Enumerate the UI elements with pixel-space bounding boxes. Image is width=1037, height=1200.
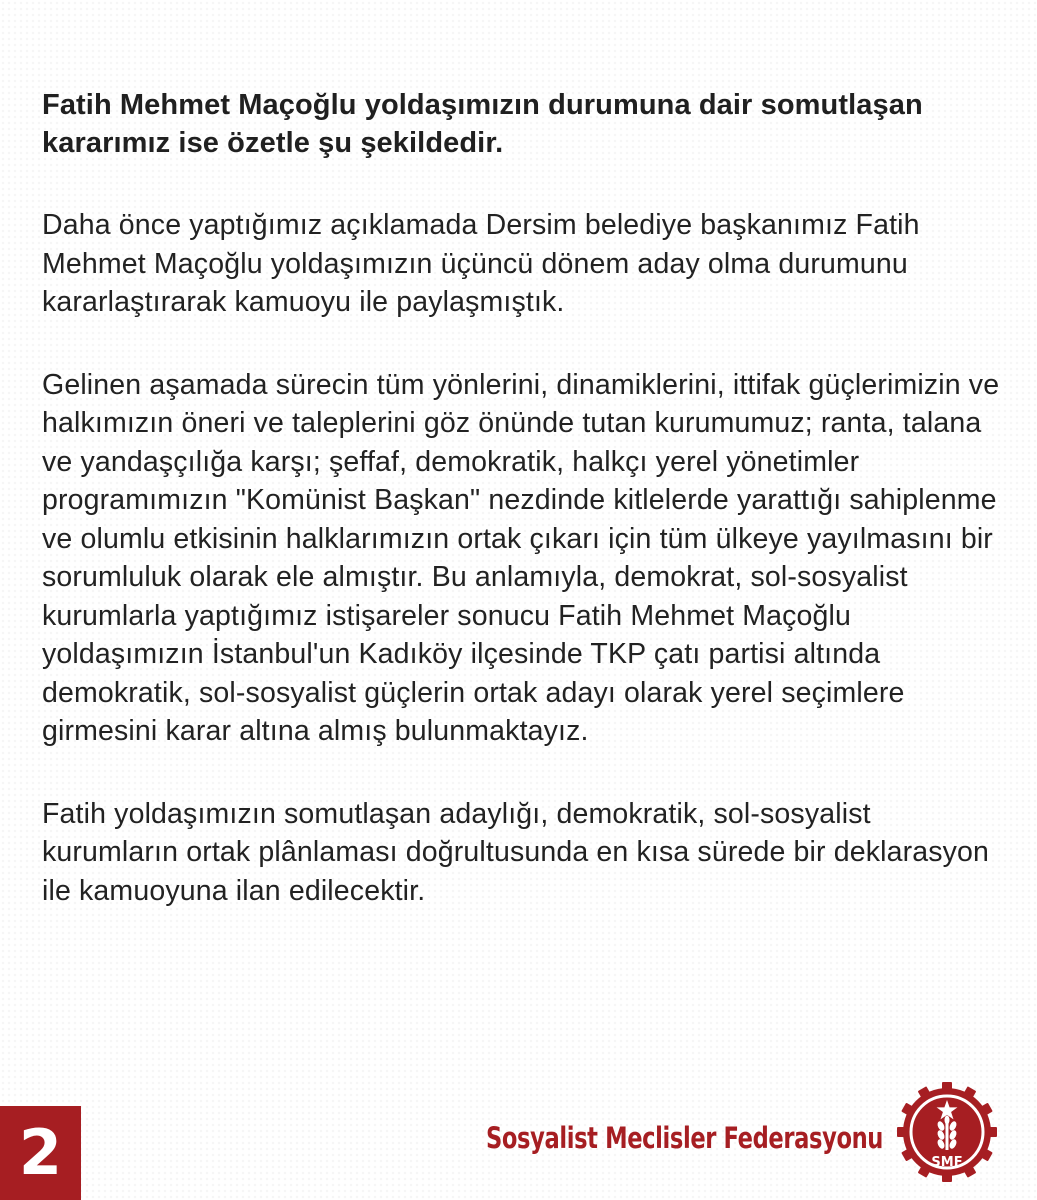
organization-name-first: Sosyalist (486, 1121, 598, 1155)
document-body (42, 86, 1002, 910)
paragraph-1: Daha önce yaptığımız açıklamada Dersim belediye başkanımız Fatih Mehmet Maçoğlu yoldaşımızın üçüncü dönem aday olma durumunu kararlaştırarak kamuoyu ile paylaşmıştık. (42, 209, 920, 318)
smf-logo-icon (895, 1080, 999, 1184)
logo-text: SMF (931, 1155, 963, 1170)
page-number: 2 (18, 1116, 63, 1189)
document-heading: Fatih Mehmet Maçoğlu yoldaşımızın durumuna dair somutlaşan kararımız ise özetle şu şekildedir. (42, 89, 923, 159)
organization-name (486, 1117, 883, 1159)
paragraph-2: Gelinen aşamada sürecin tüm yönlerini, dinamiklerini, ittifak güçlerimizin ve halkımızın öneri ve taleplerini göz önünde tutan kurumumuz; ranta, talana ve yandaşçılığa karşı; şeffaf, demokratik, halkçı yerel yönetimler programımızın "Komünist Başkan" nezdinde kitlelerde yarattığı sahiplenme ve olumlu etkisinin halklarımızın ortak çıkarı için tüm ülkeye yayılmasını bir sorumluluk olarak ele almıştır. Bu anlamıyla, demokrat, sol-sosyalist kurumlarla yaptığımız istişareler sonucu Fatih Mehmet Maçoğlu yoldaşımızın İstanbul'un Kadıköy ilçesinde TKP çatı partisi altında demokratik, sol-sosyalist güçlerin ortak adayı olarak yerel seçimlere girmesini karar altına almış bulunmaktayız. (42, 368, 1000, 747)
paragraph-3: Fatih yoldaşımızın somutlaşan adaylığı, demokratik, sol-sosyalist kurumların ortak plânlaması doğrultusunda en kısa sürede bir deklarasyon ile kamuoyuna ilan edilecektir. (42, 797, 990, 907)
page-number-badge (0, 1106, 81, 1200)
organization-name-rest: Meclisler Federasyonu (597, 1121, 884, 1155)
